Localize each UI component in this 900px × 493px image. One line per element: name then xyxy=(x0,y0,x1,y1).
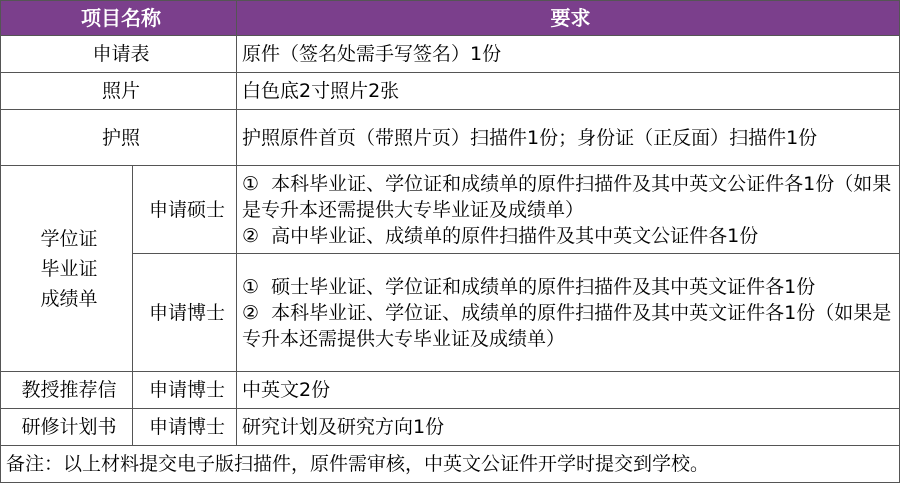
row-name-passport: 护照 xyxy=(1,110,237,166)
row-name-study-plan: 研修计划书 xyxy=(1,409,133,446)
row-name-photo: 照片 xyxy=(1,73,237,110)
requirement-item: ① 硕士毕业证、学位证和成绩单的原件扫描件及其中英文证件各1份 xyxy=(242,275,816,298)
note-row xyxy=(1,446,900,483)
degree-docs-line: 成绩单 xyxy=(40,287,98,310)
requirement-item: ① 本科毕业证、学位证和成绩单的原件扫描件及其中英文公证件各1份（如果是专升本还需提供大专毕业证及成绩单） xyxy=(242,172,892,221)
table-row xyxy=(1,73,900,110)
table-row xyxy=(1,409,900,446)
table-row xyxy=(1,110,900,166)
note-text: 备注：以上材料提交电子版扫描件，原件需审核，中英文公证件开学时提交到学校。 xyxy=(1,446,900,483)
row-req-passport: 护照原件首页（带照片页）扫描件1份；身份证（正反面）扫描件1份 xyxy=(237,110,900,166)
row-req-doctor xyxy=(237,254,900,372)
row-req-application-form: 原件（签名处需手写签名）1份 xyxy=(237,36,900,73)
row-name-degree-docs xyxy=(1,166,133,372)
header-row xyxy=(1,1,900,36)
header-item-name: 项目名称 xyxy=(1,1,237,36)
degree-docs-line: 学位证 xyxy=(40,227,98,250)
requirement-item: ② 高中毕业证、成绩单的原件扫描件及其中英文公证件各1份 xyxy=(242,224,759,247)
table-row xyxy=(1,166,900,254)
row-req-photo: 白色底2寸照片2张 xyxy=(237,73,900,110)
table-row xyxy=(1,254,900,372)
degree-docs-line: 毕业证 xyxy=(40,257,98,280)
row-req-recommendation: 中英文2份 xyxy=(237,372,900,409)
requirement-item: ② 本科毕业证、学位证、成绩单的原件扫描件及其中英文证件各1份（如果是专升本还需提供大专毕业证及成绩单） xyxy=(242,301,892,350)
sub-label-recommendation: 申请博士 xyxy=(133,372,237,409)
sub-label-study-plan: 申请博士 xyxy=(133,409,237,446)
sub-label-master: 申请硕士 xyxy=(133,166,237,254)
table-row xyxy=(1,372,900,409)
row-name-application-form: 申请表 xyxy=(1,36,237,73)
row-req-study-plan: 研究计划及研究方向1份 xyxy=(237,409,900,446)
row-name-recommendation: 教授推荐信 xyxy=(1,372,133,409)
row-req-master xyxy=(237,166,900,254)
header-requirement: 要求 xyxy=(237,1,900,36)
sub-label-doctor: 申请博士 xyxy=(133,254,237,372)
table-row xyxy=(1,36,900,73)
